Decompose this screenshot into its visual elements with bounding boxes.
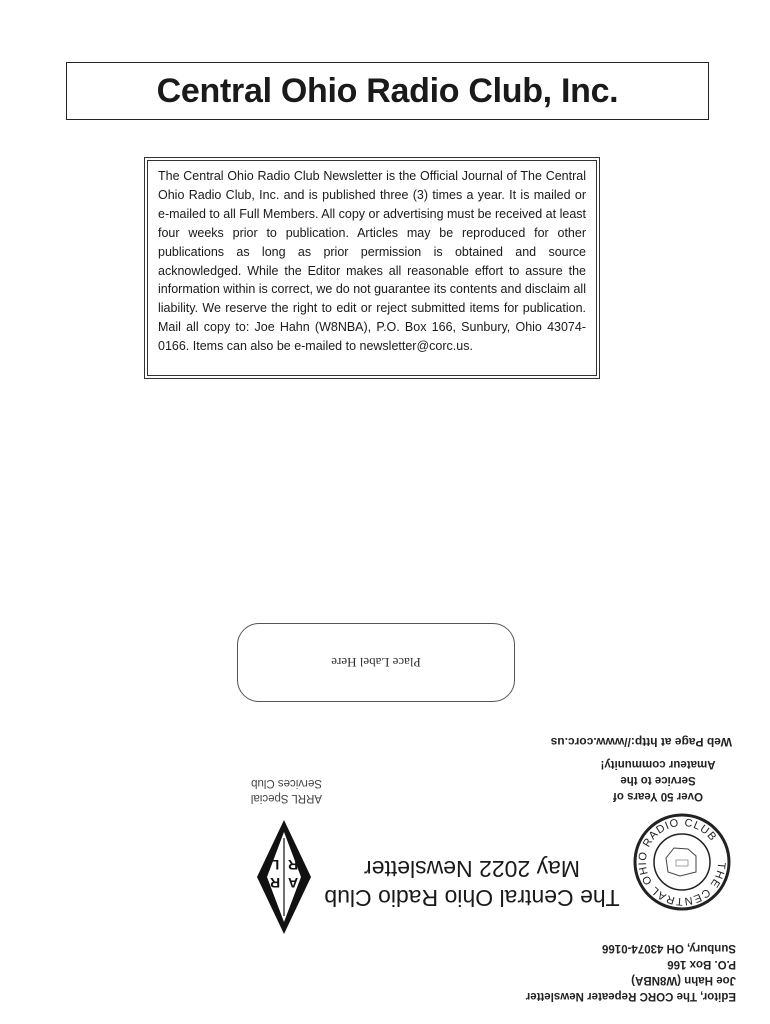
- seal-text: THE CENTRAL OHIO RADIO CLUB: [636, 816, 728, 908]
- return-address-line: Sunbury, OH 43074-0166: [601, 942, 736, 954]
- arrl-text-line: ARRL Special: [250, 792, 322, 804]
- info-text: The Central Ohio Radio Club Newsletter is the Official Journal of The Central Ohio Radio Club, Inc. and is published three (3) times a year. It is mailed or e-mailed to all Full Members. All copy or advertising must be received at least four weeks prior to publication. Articles may be reproduced for other publications as long as prior permission is obtained and source acknowledged. While the Editor makes all reasonable effort to assure the information within is correct, we do not guarantee its contents and disclaim all liability. We reserve the right to edit or reject submitted items for publication. Mail all copy to: Joe Hahn (W8NBA), P.O. Box 166, Sunbury, Ohio 43074-0166. Items can also be e-mailed to newsletter@corc.us.: [147, 160, 597, 376]
- return-address: [526, 940, 736, 1004]
- newsletter-title-line2: May 2022 Newsletter: [363, 856, 581, 882]
- tagline-line: Service to the: [620, 774, 696, 786]
- svg-text:THE CENTRAL OHIO RADIO CLUB: [637, 817, 727, 907]
- return-address-line: P.O. Box 166: [667, 958, 736, 970]
- arrl-letter-r2: R: [287, 857, 299, 873]
- mailing-label-box: [237, 623, 515, 702]
- mailing-panel: [0, 600, 770, 1024]
- arrl-club-text: [251, 775, 322, 805]
- page-title: Central Ohio Radio Club, Inc.: [156, 71, 619, 110]
- label-placeholder: Place Label Here: [331, 655, 421, 671]
- info-box: [144, 157, 600, 379]
- arrl-diamond-icon: [255, 818, 313, 936]
- title-box: [66, 62, 709, 120]
- newsletter-title-line1: The Central Ohio Radio Club: [324, 885, 620, 911]
- return-address-line: Joe Hahn (W8NBA): [631, 974, 736, 986]
- web-page-text: Web Page at http://www.corc.us: [550, 735, 732, 749]
- arrl-letter-l: L: [270, 857, 280, 873]
- return-address-line: Editor, The CORC Repeater Newsletter: [525, 990, 736, 1002]
- newsletter-title: [317, 854, 627, 912]
- tagline-line: Amateur community!: [600, 758, 716, 770]
- club-tagline: [583, 756, 733, 804]
- arrl-text-line: Services Club: [251, 777, 322, 789]
- tagline-line: Over 50 Years of: [613, 790, 703, 802]
- arrl-letter-a: A: [287, 875, 299, 891]
- arrl-letter-r: R: [269, 875, 281, 891]
- club-seal-icon: [632, 812, 732, 912]
